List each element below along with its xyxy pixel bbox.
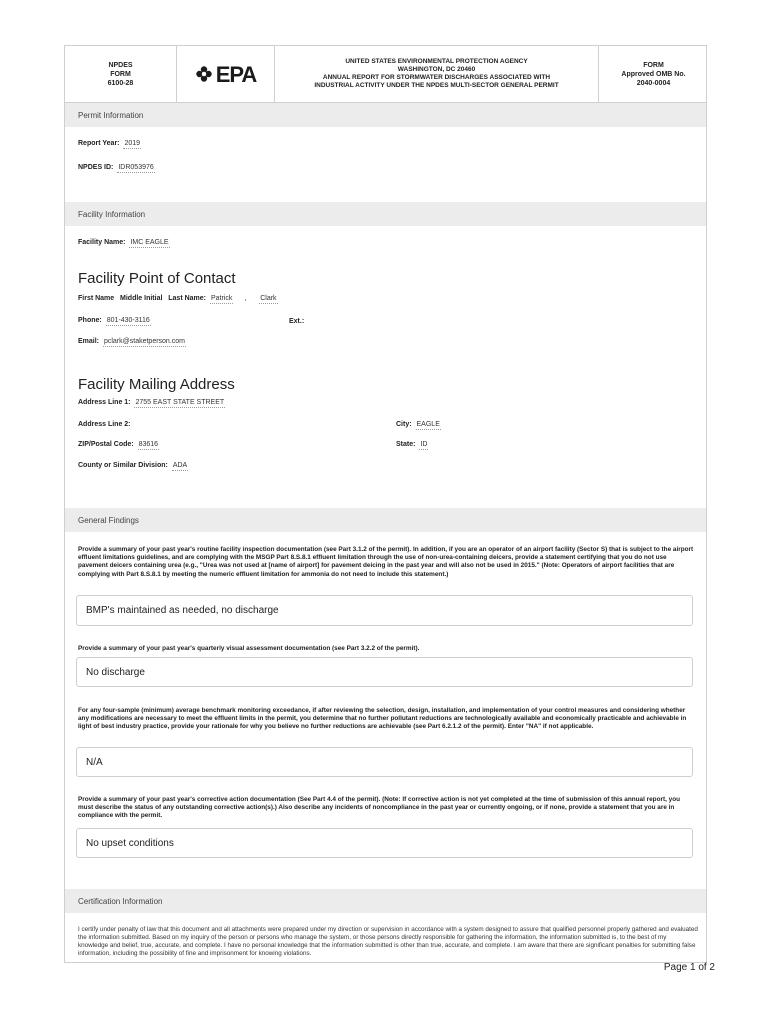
name-separator: , (244, 295, 247, 302)
report-year-value: 2019 (124, 140, 141, 147)
mailing-heading: Facility Mailing Address (78, 376, 235, 393)
facility-name-label: Facility Name: (78, 239, 126, 246)
email-value: pclark@staketperson.com (103, 338, 185, 345)
county-field (78, 462, 188, 469)
npdes-id-field (78, 164, 155, 171)
omb-line-number: 2040-0004 (636, 79, 671, 87)
first-name-value: Patrick (210, 295, 233, 302)
contact-heading: Facility Point of Contact (78, 270, 236, 287)
facility-name-value: IMC EAGLE (130, 239, 169, 246)
answer-corrective-action[interactable]: No upset conditions (76, 828, 693, 858)
npdes-id-value: IDR053976 (118, 164, 154, 171)
form-line-number: 6100-28 (107, 79, 134, 87)
ext-field (289, 318, 304, 325)
epa-logo (195, 61, 257, 87)
phone-field (78, 317, 151, 324)
phone-value: 801-430-3116 (106, 317, 150, 324)
omb-line-approved: Approved OMB No. (621, 70, 686, 78)
form-header (65, 46, 707, 103)
logo-cell (177, 46, 275, 102)
section-certification-information: Certification Information (65, 889, 707, 913)
facility-name-field (78, 239, 170, 246)
question-corrective-action: Provide a summary of your past year's corrective action documentation (See Part 4.4 of the permit). (Note: If corrective action is not yet completed at the time of submission of this annual report, you must describe the status of any outstanding corrective action(s).) Also describe any incidents of noncompliance in the past year or currently ongoing, or if none, provide a statement that you are in compliance with the permit. (78, 796, 681, 820)
question-visual-assessment: Provide a summary of your past year's quarterly visual assessment documentation (see Part 3.2.2 of the permit). (78, 645, 420, 652)
agency-name: UNITED STATES ENVIRONMENTAL PROTECTION AGENCY (345, 58, 528, 65)
npdes-id-label: NPDES ID: (78, 164, 114, 171)
omb-line-form: FORM (643, 61, 664, 69)
address-line2-label: Address Line 2: (78, 421, 131, 428)
form-page (64, 45, 707, 963)
city-field (396, 421, 441, 428)
zip-field (78, 441, 159, 448)
email-label: Email: (78, 338, 100, 345)
form-line-npdes: NPDES (108, 61, 133, 69)
question-inspection-summary: Provide a summary of your past year's routine facility inspection documentation (see Part 3.1.2 of the permit). In addition, if you are an operator of an airport facility (Sector S) that is subject to the airport effluent limitations guidelines, and are complying with the MSGP Part 8.S.8.1 effluent limitation through the use of non-urea-containing deicers, provide a statement certifying that you do not use pavement deicers containing urea (e.g., "Urea was not used at [name of airport] for pavement deicing in the past year and will also not be used in 2015." (Note: Operators of airport facilities that are complying with Part 8.S.8.1 by meeting the numeric effluent limitation for ammonia do not need to include this statement.) (78, 546, 694, 578)
report-title-line1: ANNUAL REPORT FOR STORMWATER DISCHARGES ASSOCIATED WITH (322, 74, 551, 81)
address-line2-field (78, 421, 131, 428)
section-permit-information: Permit Information (65, 103, 707, 127)
ext-label: Ext.: (289, 318, 305, 325)
last-name-value: Clark (260, 295, 277, 302)
zip-label: ZIP/Postal Code: (78, 441, 134, 448)
county-value: ADA (172, 462, 188, 469)
first-name-label: First Name (78, 295, 115, 302)
section-general-findings: General Findings (65, 508, 707, 532)
county-label: County or Similar Division: (78, 462, 168, 469)
answer-inspection-summary[interactable]: BMP's maintained as needed, no discharge (76, 595, 693, 626)
email-field (78, 338, 186, 345)
address-line1-label: Address Line 1: (78, 399, 131, 406)
report-title-line2: INDUSTRIAL ACTIVITY UNDER THE NPDES MULTI-SECTOR GENERAL PERMIT (314, 82, 559, 89)
epa-flower-icon (195, 65, 213, 83)
form-number-cell (65, 46, 177, 102)
state-label: State: (396, 441, 416, 448)
question-benchmark-exceedance: For any four-sample (minimum) average benchmark monitoring exceedance, if after reviewing the selection, design, installation, and implementation of your control measures and considering whether any modifications are necessary to meet the effluent limits in the permit, you determine that no further pollutant reductions are technologically available and economically practicable and achievable in light of best industry practice, provide your rationale for why you believe no further reductions are achievable (see Part 6.2.1.2 of the permit). Enter "NA" if not applicable. (78, 707, 687, 731)
omb-cell (599, 46, 707, 102)
city-value: EAGLE (416, 421, 440, 428)
agency-title-cell (275, 46, 599, 102)
last-name-label: Last Name: (168, 295, 206, 302)
address-line1-field (78, 399, 225, 406)
middle-initial-label: Middle Initial (120, 295, 163, 302)
epa-logo-text: EPA (215, 61, 257, 87)
form-line-form: FORM (110, 70, 131, 78)
certification-statement: I certify under penalty of law that this document and all attachments were prepared under my direction or supervision in accordance with a system designed to assure that qualified personnel properly gathered and evaluated the information submitted. Based on my inquiry of the person or persons who manage the system, or those persons directly responsible for gathering the information, the information submitted is, to the best of my knowledge and belief, true, accurate, and complete. I have no personal knowledge that the information submitted is other than true, accurate, and complete. I am aware that there are significant penalties for submitting false information, including the possibility of fine and imprisonment for knowing violations. (78, 926, 698, 958)
section-facility-information: Facility Information (65, 202, 707, 226)
city-label: City: (396, 421, 412, 428)
report-year-label: Report Year: (78, 140, 120, 147)
phone-label: Phone: (78, 317, 102, 324)
answer-visual-assessment[interactable]: No discharge (76, 657, 693, 687)
page-number: Page 1 of 2 (663, 962, 715, 973)
zip-value: 83616 (138, 441, 159, 448)
answer-benchmark-exceedance[interactable]: N/A (76, 747, 693, 777)
state-value: ID (420, 441, 428, 448)
agency-address: WASHINGTON, DC 20460 (397, 66, 476, 73)
report-year-field (78, 140, 141, 147)
state-field (396, 441, 428, 448)
address-line1-value: 2755 EAST STATE STREET (135, 399, 225, 406)
contact-name-field (78, 295, 278, 302)
